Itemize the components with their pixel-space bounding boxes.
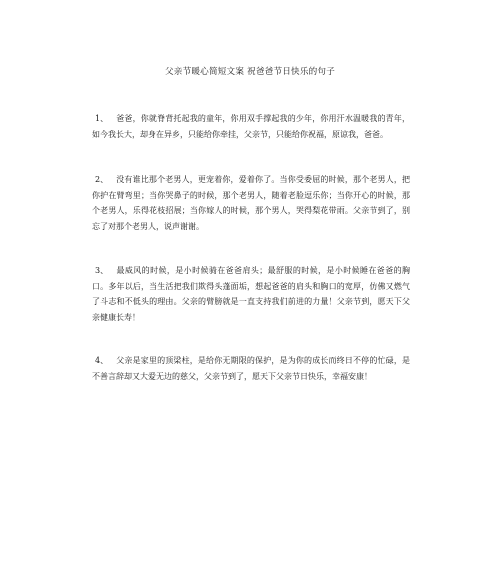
paragraph-number: 1、 bbox=[95, 114, 109, 123]
paragraph-number: 2、 bbox=[95, 175, 109, 184]
paragraph-text: 爸爸，你就脊背托起我的童年，你用双手撑起我的少年，你用汗水温暖我的青年，如今我长大，却身在异乡，只能给你牵挂，父亲节，只能给你祝福，原谅我，爸爸。 bbox=[92, 114, 410, 139]
paragraph-text: 最威风的时候，是小时候骑在爸爸肩头；最舒服的时候，是小时候睡在爸爸的胸口。多年以后，当生活把我们欺得头蓬面垢，想起爸爸的肩头和胸口的宽厚，仿佛又燃气了斗志和不低头的理由。父亲的臂膀就是一直支持我们前进的力量！父亲节到，愿天下父亲健康长寿！ bbox=[92, 266, 410, 322]
document-title: 父亲节暖心简短文案 祝爸爸节日快乐的句子 bbox=[164, 67, 335, 77]
paragraph-text: 没有谁比那个老男人，更宠着你，爱着你了。当你受委屈的时候，那个老男人，把你护在臂弯里；当你哭鼻子的时候，那个老男人，随着老脸逗乐你；当你开心的时候，那个老男人，乐得花枝招展；当你嫁人的时候，那个男人，哭得梨花带雨。父亲节到了，别忘了对那个老男人，说声谢谢。 bbox=[92, 175, 410, 231]
paragraph-number: 4、 bbox=[95, 356, 109, 365]
paragraph-2 bbox=[92, 172, 410, 234]
paragraph-1 bbox=[92, 111, 410, 142]
paragraph-text: 父亲是家里的顶梁柱，是给你无期限的保护，是为你的成长而终日不停的忙碌，是不善言辞却又大爱无边的慈父，父亲节到了，愿天下父亲节日快乐，幸福安康！ bbox=[92, 356, 410, 381]
paragraph-number: 3、 bbox=[95, 266, 109, 275]
paragraph-4 bbox=[92, 353, 410, 384]
paragraph-3 bbox=[92, 263, 410, 325]
